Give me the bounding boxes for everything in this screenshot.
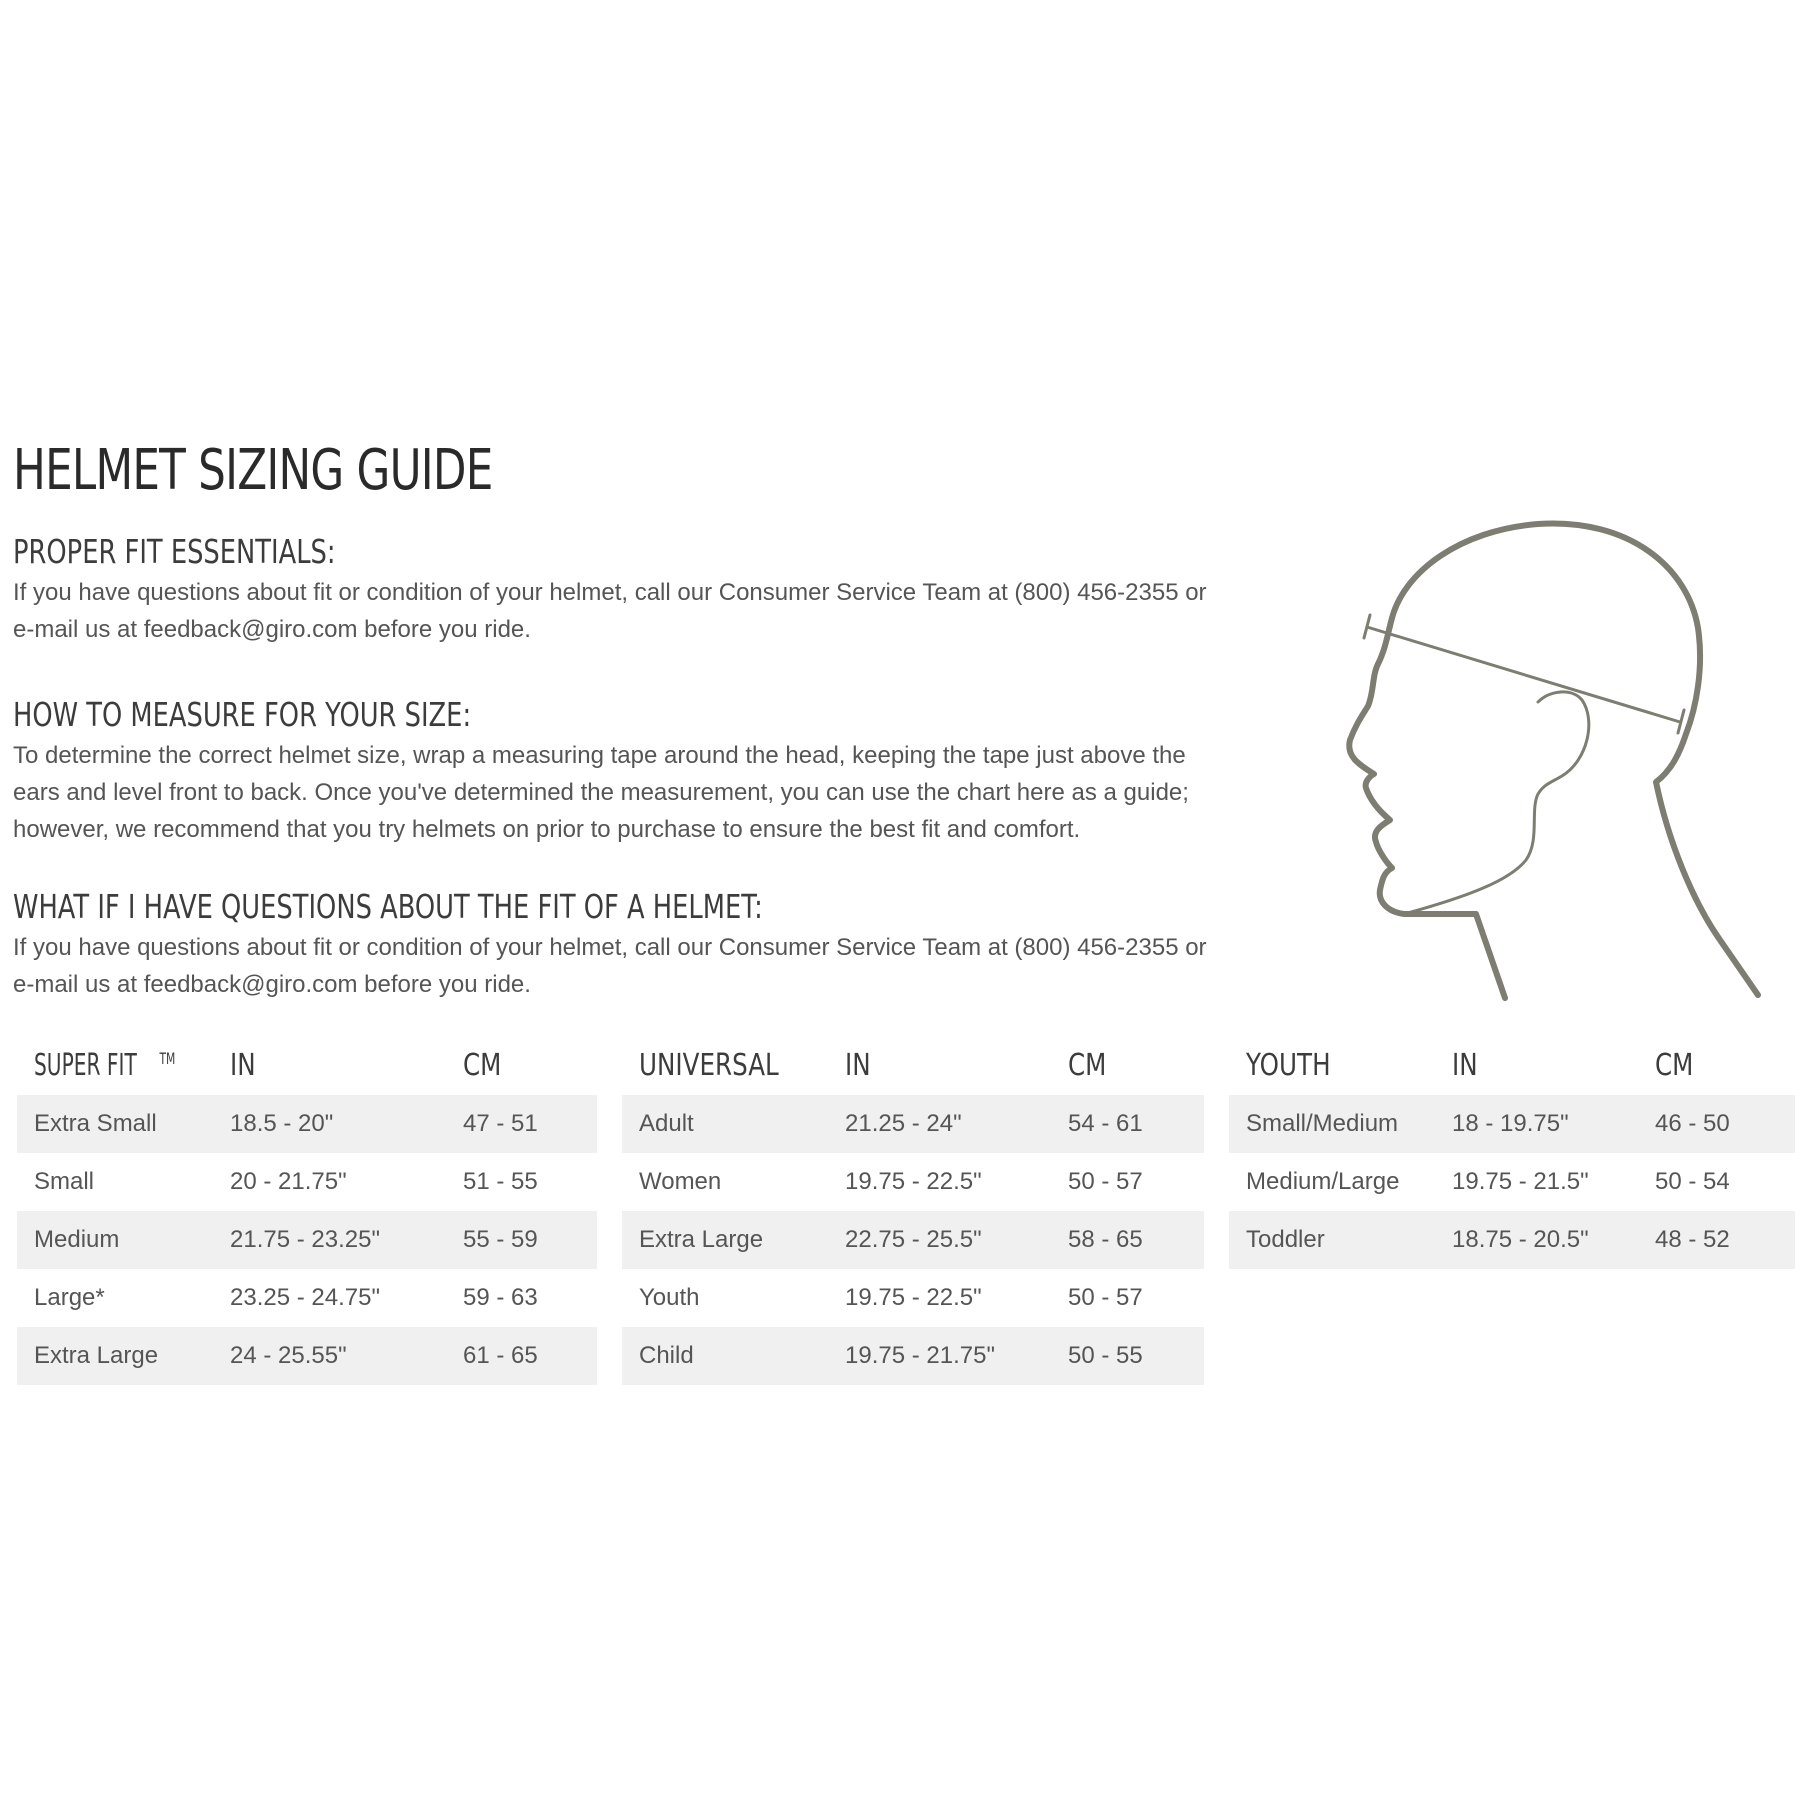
column-header-cm: CM	[1068, 1047, 1107, 1083]
column-header-category: UNIVERSAL	[639, 1047, 779, 1083]
size-cm: 50 - 55	[1051, 1327, 1204, 1385]
size-cm: 59 - 63	[446, 1269, 597, 1327]
size-name: Extra Small	[17, 1095, 213, 1153]
section-body: If you have questions about fit or condition of your helmet, call our Consumer Service Team at (800) 456-2355 or e-mail us at feedback@giro.com before you ride.	[13, 579, 1207, 643]
section-body: To determine the correct helmet size, wrap a measuring tape around the head, keeping the tape just above the ears and level front to back. Once you've determined the measurement, you can use the chart here as a guide; however, we recommend that you try helmets on prior to purchase to ensure the best fit and comfort.	[13, 742, 1189, 843]
size-inches: 21.75 - 23.25"	[213, 1211, 446, 1269]
section-heading: HOW TO MEASURE FOR YOUR SIZE:	[13, 695, 472, 734]
size-cm: 46 - 50	[1638, 1095, 1795, 1153]
trademark-mark: TM	[159, 1048, 176, 1068]
table-row	[622, 1327, 1204, 1385]
size-cm: 55 - 59	[446, 1211, 597, 1269]
column-header-in: IN	[845, 1047, 871, 1083]
size-name: Large*	[17, 1269, 213, 1327]
size-name: Toddler	[1229, 1211, 1435, 1269]
size-inches: 18.75 - 20.5"	[1435, 1211, 1638, 1269]
size-cm: 50 - 57	[1051, 1153, 1204, 1211]
table-row	[622, 1211, 1204, 1269]
section-how-to-measure	[13, 695, 1213, 848]
size-inches: 20 - 21.75"	[213, 1153, 446, 1211]
column-header-in: IN	[1452, 1047, 1478, 1083]
size-cm: 48 - 52	[1638, 1211, 1795, 1269]
size-inches: 21.25 - 24"	[828, 1095, 1051, 1153]
table-row	[622, 1095, 1204, 1153]
column-header-category: SUPER FIT TM	[34, 1047, 176, 1083]
size-table-super-fit	[17, 1035, 597, 1385]
size-name: Women	[622, 1153, 828, 1211]
size-cm: 58 - 65	[1051, 1211, 1204, 1269]
head-profile-icon	[1300, 520, 1780, 1010]
size-table-universal	[622, 1035, 1204, 1385]
size-name: Medium/Large	[1229, 1153, 1435, 1211]
table-row	[622, 1269, 1204, 1327]
size-name: Adult	[622, 1095, 828, 1153]
size-inches: 19.75 - 22.5"	[828, 1269, 1051, 1327]
section-proper-fit	[13, 532, 1213, 648]
size-name: Child	[622, 1327, 828, 1385]
size-cm: 50 - 54	[1638, 1153, 1795, 1211]
size-cm: 54 - 61	[1051, 1095, 1204, 1153]
ear-outline	[1404, 692, 1589, 914]
head-outline	[1349, 524, 1758, 998]
measuring-tape-line	[1367, 627, 1680, 722]
size-cm: 47 - 51	[446, 1095, 597, 1153]
size-inches: 19.75 - 21.75"	[828, 1327, 1051, 1385]
size-inches: 23.25 - 24.75"	[213, 1269, 446, 1327]
column-header-cm: CM	[463, 1047, 502, 1083]
table-row	[17, 1269, 597, 1327]
size-name: Small	[17, 1153, 213, 1211]
size-cm: 50 - 57	[1051, 1269, 1204, 1327]
size-inches: 18.5 - 20"	[213, 1095, 446, 1153]
size-inches: 18 - 19.75"	[1435, 1095, 1638, 1153]
section-heading: WHAT IF I HAVE QUESTIONS ABOUT THE FIT OF A HELMET:	[13, 887, 763, 926]
size-inches: 22.75 - 25.5"	[828, 1211, 1051, 1269]
table-row	[1229, 1153, 1795, 1211]
size-name: Youth	[622, 1269, 828, 1327]
size-inches: 19.75 - 22.5"	[828, 1153, 1051, 1211]
table-row	[17, 1211, 597, 1269]
size-cm: 61 - 65	[446, 1327, 597, 1385]
column-header-in: IN	[230, 1047, 256, 1083]
table-row	[17, 1327, 597, 1385]
table-row	[17, 1095, 597, 1153]
size-inches: 24 - 25.55"	[213, 1327, 446, 1385]
table-row	[1229, 1211, 1795, 1269]
size-name: Extra Large	[17, 1327, 213, 1385]
size-name: Small/Medium	[1229, 1095, 1435, 1153]
column-header-cm: CM	[1655, 1047, 1694, 1083]
table-header-row	[17, 1035, 597, 1095]
table-row	[1229, 1095, 1795, 1153]
section-questions	[13, 887, 1213, 1003]
size-table-youth	[1229, 1035, 1795, 1269]
size-inches: 19.75 - 21.5"	[1435, 1153, 1638, 1211]
table-row	[17, 1153, 597, 1211]
table-header-row	[622, 1035, 1204, 1095]
table-header-row	[1229, 1035, 1795, 1095]
section-heading: PROPER FIT ESSENTIALS:	[13, 532, 336, 571]
size-name: Extra Large	[622, 1211, 828, 1269]
size-name: Medium	[17, 1211, 213, 1269]
table-row	[622, 1153, 1204, 1211]
page-title: HELMET SIZING GUIDE	[13, 438, 493, 503]
section-body: If you have questions about fit or condition of your helmet, call our Consumer Service Team at (800) 456-2355 or e-mail us at feedback@giro.com before you ride.	[13, 934, 1207, 998]
size-cm: 51 - 55	[446, 1153, 597, 1211]
column-header-category: YOUTH	[1246, 1047, 1331, 1083]
